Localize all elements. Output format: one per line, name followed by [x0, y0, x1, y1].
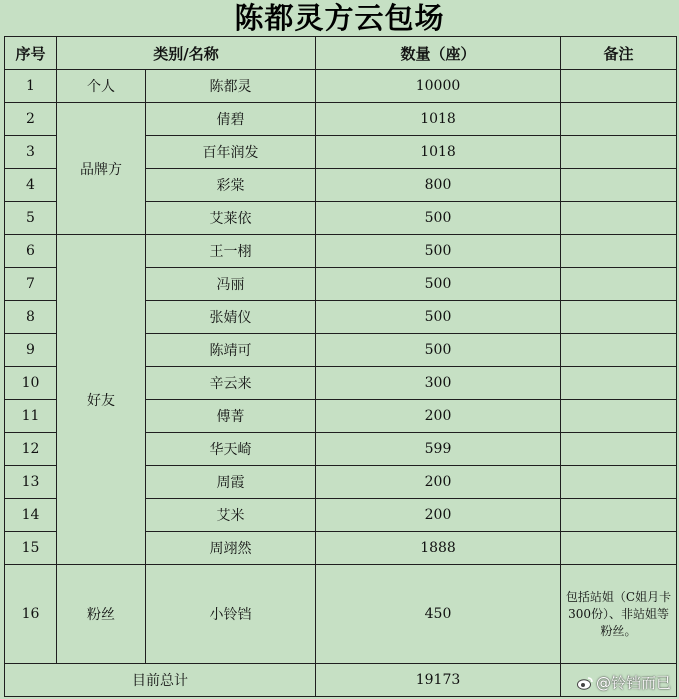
row-count: 300 [316, 367, 561, 400]
row-note [561, 235, 677, 268]
row-index: 16 [5, 565, 57, 664]
row-index: 6 [5, 235, 57, 268]
row-note [561, 70, 677, 103]
row-count: 1018 [316, 136, 561, 169]
watermark-text: @铃铛而已 [595, 674, 671, 692]
weibo-icon [577, 676, 593, 690]
total-label: 目前总计 [5, 664, 316, 697]
row-count: 200 [316, 466, 561, 499]
row-note [561, 433, 677, 466]
row-index: 15 [5, 532, 57, 565]
row-note [561, 367, 677, 400]
sheet-title: 陈都灵方云包场 [234, 1, 445, 35]
table-row [5, 565, 677, 664]
row-count: 500 [316, 301, 561, 334]
group-fans: 粉丝 [57, 565, 146, 664]
header-count: 数量（座） [316, 37, 561, 70]
row-count: 10000 [316, 70, 561, 103]
group-brand: 品牌方 [57, 103, 146, 235]
row-index: 5 [5, 202, 57, 235]
row-count: 500 [316, 202, 561, 235]
row-index: 1 [5, 70, 57, 103]
row-note [561, 466, 677, 499]
row-name: 倩碧 [146, 103, 316, 136]
row-count: 450 [316, 565, 561, 664]
row-name: 陈都灵 [146, 70, 316, 103]
row-name: 陈靖可 [146, 334, 316, 367]
total-value: 19173 [316, 664, 561, 697]
row-note [561, 499, 677, 532]
row-note: 包括站姐（C姐月卡300份）、非站姐等粉丝。 [561, 565, 677, 664]
header-category: 类别/名称 [57, 37, 316, 70]
row-name: 艾莱依 [146, 202, 316, 235]
group-personal: 个人 [57, 70, 146, 103]
row-name: 艾米 [146, 499, 316, 532]
header-note: 备注 [561, 37, 677, 70]
row-index: 13 [5, 466, 57, 499]
row-name: 周霞 [146, 466, 316, 499]
row-index: 10 [5, 367, 57, 400]
row-count: 200 [316, 400, 561, 433]
total-row [5, 664, 677, 697]
row-count: 599 [316, 433, 561, 466]
table-row [5, 70, 677, 103]
row-name: 张婧仪 [146, 301, 316, 334]
row-name: 王一栩 [146, 235, 316, 268]
table-row [5, 235, 677, 268]
row-note [561, 103, 677, 136]
header-row [5, 37, 677, 70]
header-index: 序号 [5, 37, 57, 70]
row-note [561, 301, 677, 334]
row-note [561, 202, 677, 235]
watermark [577, 672, 671, 693]
row-index: 4 [5, 169, 57, 202]
table-row [5, 103, 677, 136]
row-name: 辛云来 [146, 367, 316, 400]
group-friends: 好友 [57, 235, 146, 565]
row-count: 200 [316, 499, 561, 532]
row-note [561, 136, 677, 169]
row-name: 傅菁 [146, 400, 316, 433]
row-index: 12 [5, 433, 57, 466]
row-name: 小铃铛 [146, 565, 316, 664]
row-index: 3 [5, 136, 57, 169]
row-name: 百年润发 [146, 136, 316, 169]
row-index: 9 [5, 334, 57, 367]
row-name: 彩棠 [146, 169, 316, 202]
row-note [561, 334, 677, 367]
seat-table [4, 36, 677, 697]
row-name: 冯丽 [146, 268, 316, 301]
row-count: 500 [316, 235, 561, 268]
row-note [561, 400, 677, 433]
row-index: 11 [5, 400, 57, 433]
row-count: 1888 [316, 532, 561, 565]
row-index: 14 [5, 499, 57, 532]
row-index: 7 [5, 268, 57, 301]
row-name: 周翊然 [146, 532, 316, 565]
row-note [561, 532, 677, 565]
row-index: 2 [5, 103, 57, 136]
row-count: 800 [316, 169, 561, 202]
row-name: 华天崎 [146, 433, 316, 466]
row-count: 1018 [316, 103, 561, 136]
row-index: 8 [5, 301, 57, 334]
row-note [561, 268, 677, 301]
row-note [561, 169, 677, 202]
row-count: 500 [316, 268, 561, 301]
row-count: 500 [316, 334, 561, 367]
